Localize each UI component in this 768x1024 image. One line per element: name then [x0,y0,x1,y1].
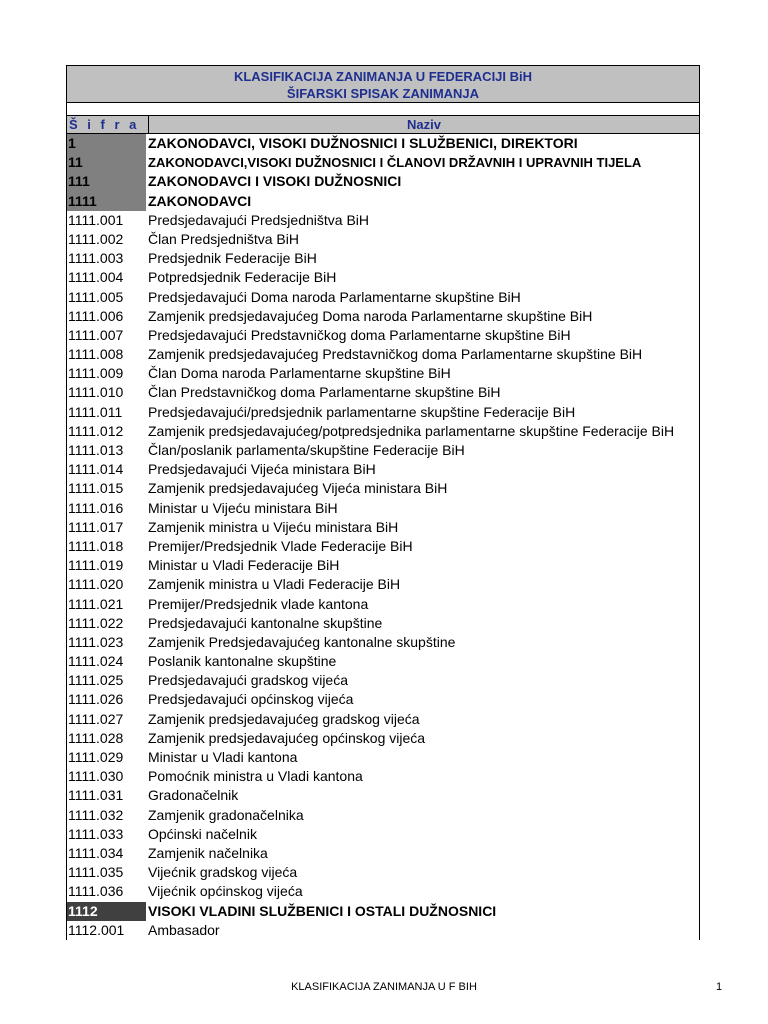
table-row [66,345,700,364]
table-row [66,806,700,825]
code-cell: 1111.019 [68,557,124,574]
code-cell: 1111.005 [68,288,124,305]
name-cell: Član/poslanik parlamenta/skupštine Federacije BiH [148,442,465,458]
table-row [66,690,700,709]
code-cell: 1111.015 [68,480,124,497]
table-row [66,595,700,614]
table-row [66,422,700,441]
table-row [66,844,700,863]
name-cell: Predsjedavajući Predstavničkog doma Parlamentarne skupštine BiH [148,326,571,343]
code-cell: 1111.001 [68,211,124,228]
code-cell: 1111.018 [68,537,124,554]
name-cell: Predsjedavajući Vijeća ministara BiH [148,461,376,478]
table-row [66,921,700,940]
footer-text: KLASIFIKACIJA ZANIMANJA U F BIH [291,981,477,993]
table-row [66,767,700,786]
code-cell: 1111.020 [68,576,124,593]
name-cell: Gradonačelnik [148,787,239,804]
name-cell: Pomoćnik ministra u Vladi kantona [148,768,363,785]
table-row [66,652,700,671]
code-cell: 1111.030 [68,768,124,785]
table-row [66,729,700,748]
document-subtitle: ŠIFARSKI SPISAK ZANIMANJA [286,86,480,101]
name-cell: Zamjenik ministra u Vijeću ministara BiH [148,518,399,535]
table-row [66,710,700,729]
name-cell: Vijećnik općinskog vijeća [148,883,303,900]
code-cell: 1111.004 [68,269,124,286]
code-cell: 1111.028 [68,729,124,746]
column-header-code: Š i f r a [67,116,149,133]
table-row [66,479,700,498]
code-cell: 1111.008 [68,346,124,363]
code-cell: 1111.027 [68,710,124,727]
name-cell: ZAKONODAVCI,VISOKI DUŽNOSNICI I ČLANOVI DRŽAVNIH I UPRAVNIH TIJELA [148,155,642,171]
column-header-name: Naziv [407,117,441,132]
code-cell: 1111.007 [68,326,124,343]
name-cell: Ministar u Vladi kantona [148,749,298,765]
name-cell: Potpredsjednik Federacije BiH [148,269,337,286]
name-cell: Zamjenik predsjedavajućeg Vijeća ministara BiH [148,480,448,497]
code-cell: 1111.024 [68,653,124,670]
code-cell: 1111.036 [68,883,124,900]
code-cell: 1111.003 [68,250,124,267]
name-cell: Premijer/Predsjednik Vlade Federacije BiH [148,537,413,554]
code-cell: 1111.021 [68,595,124,612]
name-cell: Zamjenik predsjedavajućeg općinskog vijeća [148,729,426,746]
table-row [66,211,700,230]
name-cell: Premijer/Predsjednik vlade kantona [148,595,369,612]
title-block [66,65,700,103]
name-cell: Predsjedavajući Predsjedništva BiH [148,211,369,228]
code-cell: 1111.025 [68,672,124,689]
name-cell: Predsjedavajući općinskog vijeća [148,691,354,708]
code-cell: 1111.035 [68,864,124,881]
table-row [66,326,700,345]
table-row [66,671,700,690]
name-cell: Općinski načelnik [148,825,257,842]
code-cell: 1111.016 [68,499,124,516]
table-row [66,902,700,921]
name-cell: ZAKONODAVCI [148,192,252,209]
name-cell: Zamjenik predsjedavajućeg/potpredsjednika parlamentarne skupštine Federacije BiH [148,422,675,439]
code-cell: 1111 [67,192,146,211]
table-row [66,614,700,633]
name-cell: Predsjedavajući gradskog vijeća [148,672,348,689]
code-cell: 1111.012 [68,422,124,439]
name-cell: Ministar u Vijeću ministara BiH [148,499,338,516]
table-row [66,249,700,268]
table-row [66,460,700,479]
table-row [66,748,700,767]
code-cell: 1111.032 [68,806,124,823]
name-cell: Predsjedavajući Doma naroda Parlamentarne skupštine BiH [148,288,521,305]
table-row [66,441,700,460]
code-cell: 1111.002 [68,230,124,247]
code-cell: 1 [67,134,146,153]
name-cell: Ministar u Vladi Federacije BiH [148,557,340,574]
name-cell: Vijećnik gradskog vijeća [148,864,298,881]
classification-sheet [66,65,700,940]
table-row [66,383,700,402]
name-cell: Ambasador [148,921,220,938]
name-cell: Zamjenik gradonačelnika [148,806,304,823]
code-cell: 1111.026 [68,691,124,708]
table-row [66,153,700,172]
spacer-row [66,103,700,115]
table-row [66,518,700,537]
table-row [66,882,700,901]
table-row [66,364,700,383]
table-row [66,403,700,422]
table-row [66,537,700,556]
name-cell: Zamjenik predsjedavajućeg gradskog vijeća [148,710,420,727]
table-row [66,192,700,211]
name-cell: Predsjedavajući/predsjednik parlamentarne skupštine Federacije BiH [148,403,576,420]
code-cell: 1111.014 [68,461,124,478]
name-cell: Član Predsjedništva BiH [148,230,299,247]
name-cell: Zamjenik predsjedavajućeg Predstavničkog doma Parlamentarne skupštine BiH [148,346,643,363]
code-cell: 111 [67,172,146,191]
code-cell: 1111.034 [68,844,124,861]
code-cell: 1111.013 [68,442,124,458]
code-cell: 1111.010 [68,384,124,401]
name-cell: VISOKI VLADINI SLUŽBENICI I OSTALI DUŽNOSNICI [148,902,497,919]
name-cell: Poslanik kantonalne skupštine [148,653,337,670]
table-row [66,134,700,153]
code-cell: 1111.017 [68,518,124,535]
name-cell: Član Predstavničkog doma Parlamentarne skupštine BiH [148,384,501,401]
code-cell: 1112 [67,902,146,921]
table-body [66,134,700,940]
name-cell: Predsjedavajući kantonalne skupštine [148,614,383,631]
page-number: 1 [716,981,723,993]
name-cell: Zamjenik predsjedavajućeg Doma naroda Parlamentarne skupštine BiH [148,307,593,324]
code-cell: 1111.009 [68,365,124,382]
table-row [66,172,700,191]
table-row [66,230,700,249]
code-cell: 1111.022 [68,614,124,631]
table-row [66,575,700,594]
name-cell: ZAKONODAVCI, VISOKI DUŽNOSNICI I SLUŽBENICI, DIREKTORI [148,135,578,151]
table-row [66,863,700,882]
table-row [66,288,700,307]
table-row [66,786,700,805]
table-header [66,115,700,134]
name-cell: Zamjenik ministra u Vladi Federacije BiH [148,576,401,593]
name-cell: Član Doma naroda Parlamentarne skupštine BiH [148,365,451,382]
code-cell: 1112.001 [68,921,125,938]
code-cell: 1111.029 [68,749,124,765]
name-cell: ZAKONODAVCI I VISOKI DUŽNOSNICI [148,173,402,190]
code-cell: 1111.006 [68,307,124,324]
name-cell: Predsjednik Federacije BiH [148,250,317,267]
code-cell: 1111.033 [68,825,124,842]
table-row [66,825,700,844]
table-row [66,556,700,575]
document-title: KLASIFIKACIJA ZANIMANJA U FEDERACIJI BiH [233,69,533,84]
code-cell: 1111.031 [68,787,124,804]
table-row [66,499,700,518]
code-cell: 11 [67,153,146,172]
name-cell: Zamjenik načelnika [148,844,268,861]
code-cell: 1111.011 [68,403,123,420]
code-cell: 1111.023 [68,633,124,650]
table-row [66,307,700,326]
name-cell: Zamjenik Predsjedavajućeg kantonalne skupštine [148,633,456,650]
table-row [66,633,700,652]
table-row [66,268,700,287]
